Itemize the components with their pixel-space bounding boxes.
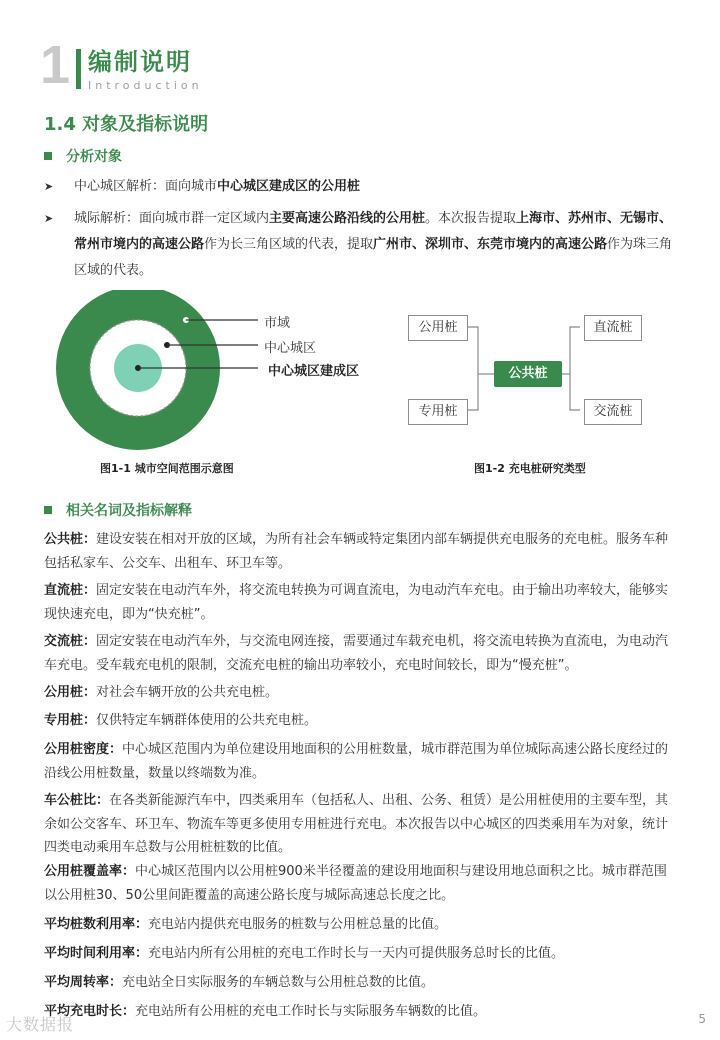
definition-item: 公用桩密度：中心城区范围内为单位建设用地面积的公用桩数量，城市群范围为单位城际高速公路长度经过的沿线公用桩数量，数量以终端数为准。 [44,742,669,781]
analysis-bullet-2: ➤ 城际解析：面向城市群一定区域内主要高速公路沿线的公用桩。本次报告提取上海市、苏州市、无锡市、常州市境内的高速公路作为长三角区域的代表，提取广州市、深圳市、东莞市境内的高速公路作为珠三角区域的代表。 [44,206,684,286]
analysis-bullet-1: ➤ 中心城区解析：面向城市中心城区建成区的公用桩 [44,174,684,200]
label-center-city: 中心城区 [264,341,317,356]
label-built-area: 中心城区建成区 [268,364,360,379]
definition-item: 平均时间利用率：充电站内所有公用桩的充电工作时长与一天内可提供服务总时长的比值。 [44,946,565,961]
chapter-subtitle: Introduction [88,79,203,92]
watermark: 大数据报 [6,1015,75,1034]
chapter-number: 1 [40,35,71,95]
chapter-title: 编制说明 [88,48,192,76]
figure1-caption: 图1-1 城市空间范围示意图 [100,462,234,475]
analysis-heading: 分析对象 [44,146,122,166]
node-dedicated-pile: 专用桩 [408,399,468,425]
label-city-region: 市域 [264,316,291,331]
definition-item: 平均充电时长：充电站所有公用桩的充电工作时长与实际服务车辆数的比值。 [44,1004,487,1019]
definition-item: 平均周转率：充电站全日实际服务的车辆总数与公用桩总数的比值。 [44,975,435,990]
definition-item: 直流桩：固定安装在电动汽车外，将交流电转换为可调直流电，为电动汽车充电。由于输出功率较大，能够实现快速充电，即为“快充桩”。 [44,583,669,622]
definition-item: 交流桩：固定安装在电动汽车外，与交流电网连接，需要通过车载充电机，将交流电转换为直流电，为电动汽车充电。受车载充电机的限制，交流充电桩的输出功率较小，充电时间较长，即为“慢充桩”。 [44,634,669,673]
chapter-accent-bar [76,49,81,89]
definition-item: 公共桩：建设安装在相对开放的区域，为所有社会车辆或特定集团内部车辆提供充电服务的充电桩。服务车种包括私家车、公交车、出租车、环卫车等。 [44,532,669,571]
terms-heading: 相关名词及指标解释 [44,500,192,520]
node-public-pile: 公共桩 [494,361,562,387]
definition-item: 公用桩：对社会车辆开放的公共充电桩。 [44,685,279,700]
definition-item: 公用桩覆盖率：中心城区范围内以公用桩900米半径覆盖的建设用地面积与建设用地总面积之比。城市群范围以公用桩30、50公里间距覆盖的高速公路长度与城际高速总长度之比。 [44,864,667,903]
square-bullet-icon [44,506,52,514]
definition-item: 平均桩数利用率：充电站内提供充电服务的桩数与公用桩总量的比值。 [44,917,448,932]
node-public-use-pile: 公用桩 [408,315,468,341]
node-dc-pile: 直流桩 [584,315,642,341]
arrow-bullet-icon: ➤ [44,180,54,193]
page-number: 5 [698,1012,706,1026]
definition-item: 车公桩比：在各类新能源汽车中，四类乘用车（包括私人、出租、公务、租赁）是公用桩使用的主要车型，其余如公交客车、环卫车、物流车等更多使用专用桩进行充电。本次报告以中心城区的四类乘用车为对象，统计四类电动乘用车总数与公用桩桩数的比值。 [44,793,669,855]
section-title: 1.4 对象及指标说明 [44,114,209,135]
figure2-caption: 图1-2 充电桩研究类型 [474,462,586,475]
definition-item: 专用桩：仅供特定车辆群体使用的公共充电桩。 [44,713,318,728]
node-ac-pile: 交流桩 [584,399,642,425]
arrow-bullet-icon: ➤ [44,212,54,225]
square-bullet-icon [44,152,52,160]
